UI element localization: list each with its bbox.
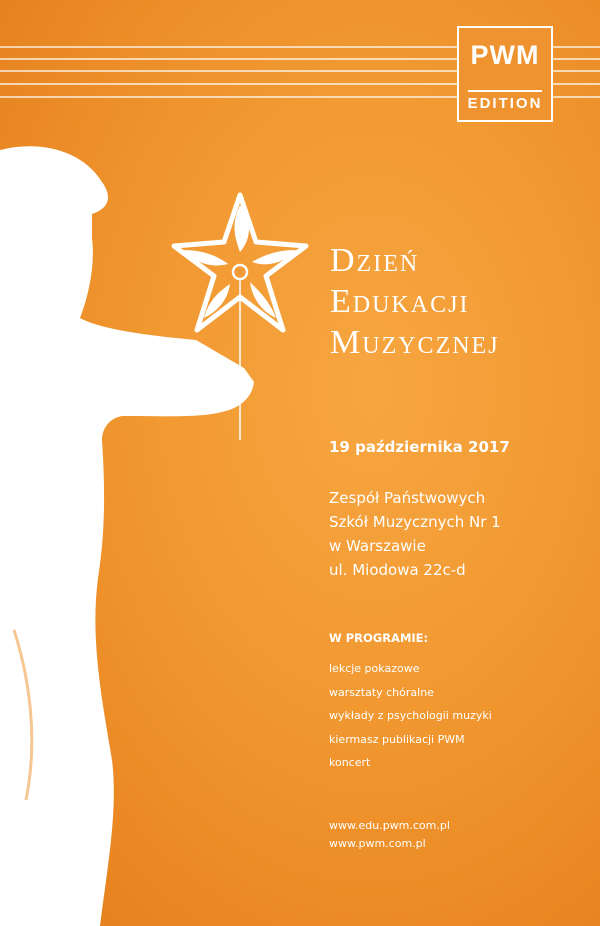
website-link[interactable]: www.pwm.com.pl (329, 837, 426, 850)
program-item: koncert (329, 756, 371, 769)
event-title (330, 240, 500, 363)
program-item: warsztaty chóralne (329, 685, 434, 699)
venue-line: Zespół Państwowych (329, 489, 486, 507)
logo-sub-text: EDITION (467, 95, 543, 112)
website-link[interactable]: www.edu.pwm.com.pl (329, 819, 450, 832)
program-list (329, 657, 492, 775)
venue-line: w Warszawie (329, 537, 426, 555)
logo-main-text: PWM (470, 40, 540, 70)
program-item: lekcje pokazowe (329, 662, 420, 675)
event-venue (329, 486, 501, 582)
event-date: 19 października 2017 (329, 438, 510, 456)
title-line: Muzycznej (330, 324, 500, 361)
title-line: Dzień (330, 242, 420, 279)
title-line: Edukacji (330, 283, 470, 320)
program-item: wykłady z psychologii muzyki (329, 709, 492, 722)
venue-line: ul. Miodowa 22c-d (329, 561, 466, 579)
venue-line: Szkół Muzycznych Nr 1 (329, 513, 501, 531)
program-item: kiermasz publikacji PWM (329, 732, 465, 746)
website-links (329, 817, 450, 853)
program-heading: W PROGRAMIE: (329, 631, 429, 645)
